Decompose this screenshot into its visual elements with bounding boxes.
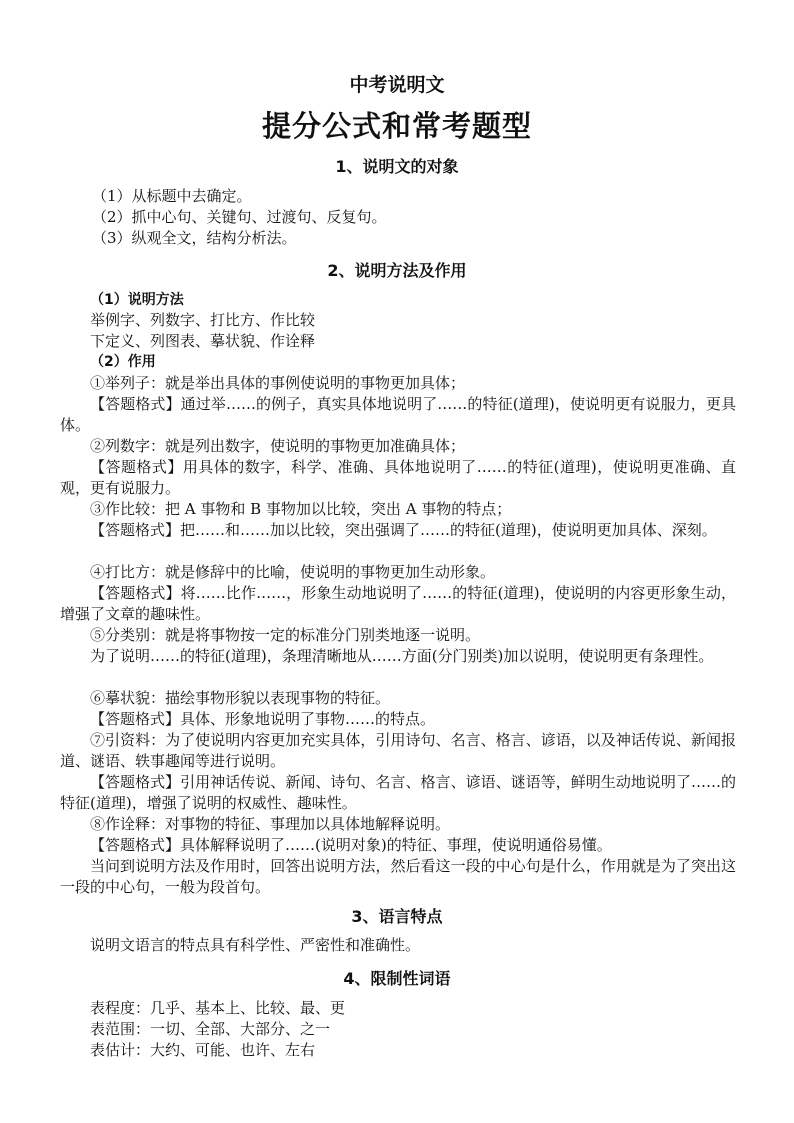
effect-paragraph: ⑧作诠释：对事物的特征、事理加以具体地解释说明。 <box>90 815 451 833</box>
effect-paragraph: 【答题格式】将……比作……，形象生动地说明了……的特征(道理)，使说明的内容更形象生动，增强了文章的趣味性。 <box>60 584 736 623</box>
effect-paragraph: 【答题格式】用具体的数字，科学、准确、具体地说明了……的特征(道理)，使说明更准确、直观，更有说服力。 <box>60 458 736 497</box>
document-main-title: 提分公式和常考题型 <box>261 109 532 143</box>
restrictive-word-line: 表程度：几乎、基本上、比较、最、更 <box>90 999 346 1017</box>
section-2-heading: 2、说明方法及作用 <box>327 261 467 280</box>
effect-paragraph: ④打比方：就是修辞中的比喻，使说明的事物更加生动形象。 <box>90 563 496 581</box>
section-3-text: 说明文语言的特点具有科学性、严密性和准确性。 <box>90 936 421 954</box>
section-2-subheading-methods: （1）说明方法 <box>90 292 184 308</box>
restrictive-word-line: 表范围：一切、全部、大部分、之一 <box>90 1020 331 1038</box>
effect-paragraph: 【答题格式】具体、形象地说明了事物……的特点。 <box>90 710 436 728</box>
effect-paragraph: ⑤分类别：就是将事物按一定的标准分门别类地逐一说明。 <box>90 626 481 644</box>
section-1-item: （1）从标题中去确定。 <box>92 187 252 205</box>
effect-paragraph: ①举列子：就是举出具体的事例使说明的事物更加具体； <box>90 374 466 392</box>
section-3-heading: 3、语言特点 <box>351 907 443 926</box>
restrictive-word-line: 表估计：大约、可能、也许、左右 <box>90 1041 316 1059</box>
document-top-title: 中考说明文 <box>349 74 445 96</box>
method-list-line: 下定义、列图表、摹状貌、作诠释 <box>90 332 316 350</box>
section-1-heading: 1、说明文的对象 <box>335 157 459 176</box>
effect-paragraph: ⑥摹状貌：描绘事物形貌以表现事物的特征。 <box>90 689 391 707</box>
effect-paragraph: 当问到说明方法及作用时，回答出说明方法，然后看这一段的中心句是什么，作用就是为了突出这一段的中心句，一般为段首句。 <box>60 857 736 896</box>
effect-paragraph: 【答题格式】具体解释说明了……(说明对象)的特征、事理，使说明通俗易懂。 <box>90 836 612 854</box>
effect-paragraph: ②列数字：就是列出数字，使说明的事物更加准确具体； <box>90 437 466 455</box>
effect-paragraph: ③作比较：把 A 事物和 B 事物加以比较，突出 A 事物的特点； <box>90 500 512 518</box>
effect-paragraph: 【答题格式】通过举……的例子，真实具体地说明了……的特征(道理)，使说明更有说服力，更具体。 <box>60 395 736 434</box>
section-1-item: （3）纵观全文，结构分析法。 <box>92 229 297 247</box>
section-2-subheading-effects: （2）作用 <box>90 354 156 370</box>
effect-paragraph: ⑦引资料：为了使说明内容更加充实具体，引用诗句、名言、格言、谚语，以及神话传说、新闻报道、谜语、轶事趣闻等进行说明。 <box>60 731 736 770</box>
section-4-heading: 4、限制性词语 <box>343 969 451 988</box>
section-1-item: （2）抓中心句、关键句、过渡句、反复句。 <box>92 208 387 226</box>
effect-paragraph: 【答题格式】把……和……加以比较，突出强调了……的特征(道理)，使说明更加具体、深刻。 <box>90 521 717 539</box>
effect-paragraph: 【答题格式】引用神话传说、新闻、诗句、名言、格言、谚语、谜语等，鲜明生动地说明了……的特征(道理)，增强了说明的权威性、趣味性。 <box>60 773 736 812</box>
method-list-line: 举例字、列数字、打比方、作比较 <box>90 311 316 329</box>
effect-paragraph: 为了说明……的特征(道理)，条理清晰地从……方面(分门别类)加以说明，使说明更有条理性。 <box>90 647 714 665</box>
